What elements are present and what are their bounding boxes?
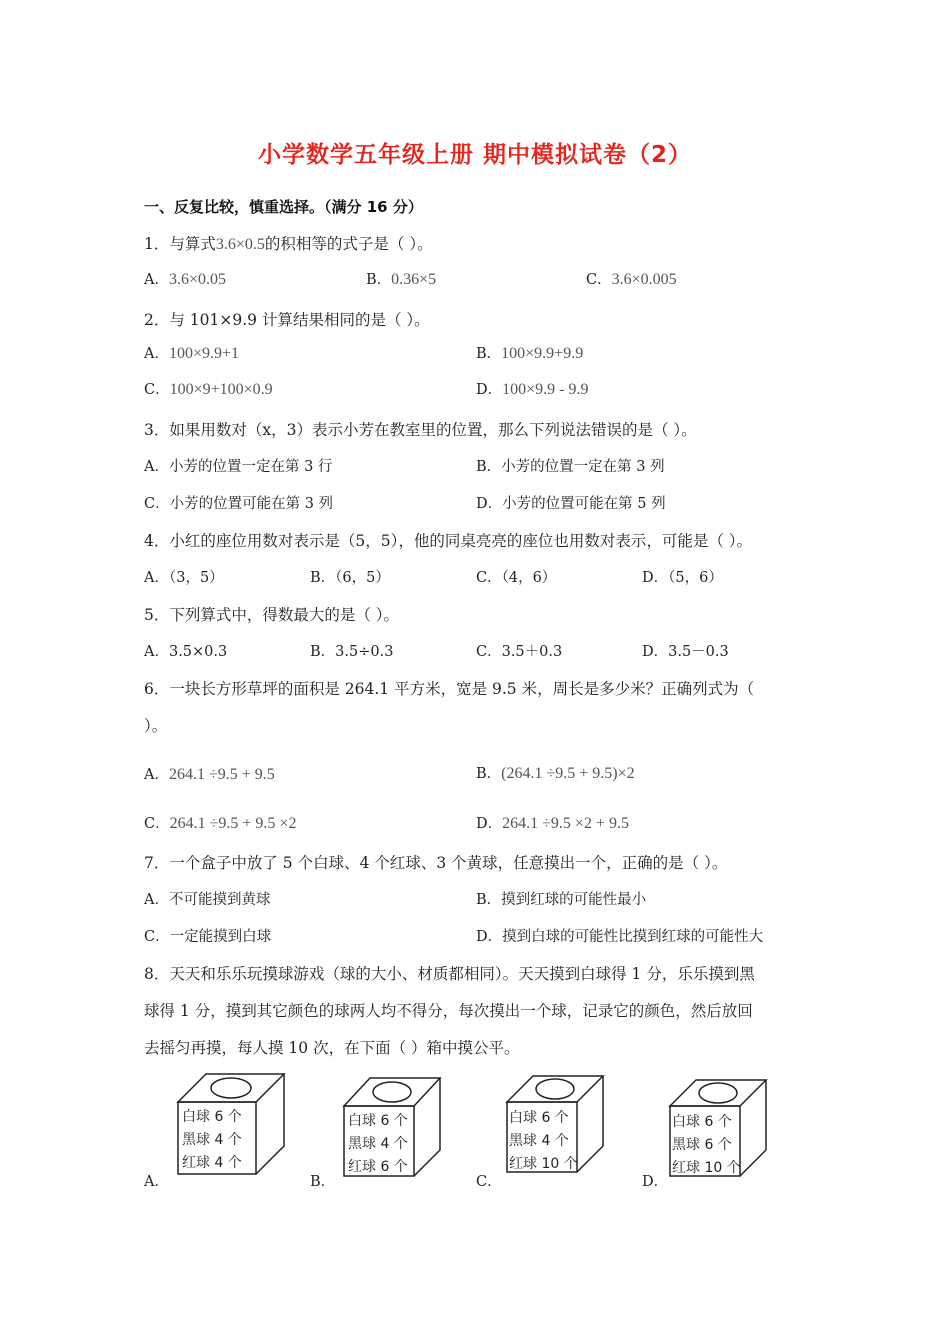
- ball-box-a: [176, 1072, 288, 1176]
- box-a-red: 红球 4 个: [182, 1155, 242, 1171]
- q3-option-a: A．小芳的位置一定在第 3 行: [144, 459, 333, 475]
- q5-option-c: C．3.5＋0.3: [476, 644, 563, 660]
- q6-option-c: C．264.1 ÷9.5 + 9.5 ×2: [144, 815, 297, 832]
- question-8-line-2: 球得 1 分，摸到其它颜色的球两人均不得分，每次摸出一个球，记录它的颜色，然后放回: [144, 1002, 753, 1020]
- q7-option-a: A．不可能摸到黄球: [144, 892, 271, 908]
- q7-option-d: D．摸到白球的可能性比摸到红球的可能性大: [476, 929, 764, 945]
- question-6-line-1: 6．一块长方形草坪的面积是 264.1 平方米，宽是 9.5 米，周长是多少米？正确列式为（: [144, 680, 755, 698]
- q5-option-b: B．3.5÷0.3: [310, 644, 394, 660]
- box-b-red: 红球 6 个: [348, 1159, 408, 1175]
- q1-expression: 3.6×0.5: [215, 236, 265, 253]
- q8-option-d-letter: D．: [642, 1174, 669, 1190]
- box-b-white: 白球 6 个: [348, 1113, 408, 1129]
- q8-option-a-letter: A．: [144, 1174, 169, 1190]
- ball-box-d: [668, 1078, 770, 1178]
- q1-option-c: C．3.6×0.005: [586, 271, 677, 288]
- box-d-red: 红球 10 个: [672, 1160, 741, 1176]
- q2-option-a: A．100×9.9+1: [144, 345, 240, 362]
- ball-box-b: [342, 1076, 444, 1178]
- q4-option-b: B．（6，5）: [310, 570, 390, 586]
- q4-option-a: A．（3，5）: [144, 570, 224, 586]
- q5-option-d: D．3.5－0.3: [642, 644, 729, 660]
- q3-option-c: C．小芳的位置可能在第 3 列: [144, 496, 334, 512]
- q4-option-d: D．（5，6）: [642, 570, 723, 586]
- q1-prefix: 1．与算式: [144, 235, 216, 253]
- box-c-red: 红球 10 个: [509, 1156, 578, 1172]
- question-3: 3．如果用数对（x，3）表示小芳在教室里的位置，那么下列说法错误的是（ ）。: [144, 421, 697, 439]
- box-c-white: 白球 6 个: [509, 1110, 569, 1126]
- q2-option-b: B．100×9.9+9.9: [476, 345, 584, 362]
- page-title: 小学数学五年级上册 期中模拟试卷（2）: [257, 142, 692, 168]
- box-b-black: 黑球 4 个: [348, 1136, 408, 1152]
- q6-option-b: B．(264.1 ÷9.5 + 9.5)×2: [476, 765, 635, 782]
- q7-option-c: C．一定能摸到白球: [144, 929, 272, 945]
- q6-option-d: D．264.1 ÷9.5 ×2 + 9.5: [476, 815, 629, 832]
- q7-option-b: B．摸到红球的可能性最小: [476, 892, 647, 908]
- q1-option-a: A．3.6×0.05: [144, 271, 227, 288]
- question-1: [144, 232, 433, 254]
- question-4: 4．小红的座位用数对表示是（5，5），他的同桌亮亮的座位也用数对表示，可能是（ ）。: [144, 532, 753, 550]
- q1-option-b: B．0.36×5: [366, 271, 437, 288]
- q6-option-a: A．264.1 ÷9.5 + 9.5: [144, 766, 275, 783]
- box-d-white: 白球 6 个: [672, 1114, 732, 1130]
- question-8-line-3: 去摇匀再摸，每人摸 10 次，在下面（ ）箱中摸公平。: [144, 1039, 520, 1057]
- question-8-line-1: 8．天天和乐乐玩摸球游戏（球的大小、材质都相同）。天天摸到白球得 1 分，乐乐摸到黑: [144, 965, 755, 983]
- q8-option-b-letter: B．: [310, 1174, 336, 1190]
- q4-option-c: C．（4，6）: [476, 570, 557, 586]
- q3-option-d: D．小芳的位置可能在第 5 列: [476, 496, 666, 512]
- box-c-black: 黑球 4 个: [509, 1133, 569, 1149]
- q3-option-b: B．小芳的位置一定在第 3 列: [476, 459, 665, 475]
- q2-option-d: D．100×9.9 - 9.9: [476, 381, 589, 398]
- box-a-white: 白球 6 个: [182, 1109, 242, 1125]
- question-7: 7．一个盒子中放了 5 个白球、4 个红球、3 个黄球，任意摸出一个，正确的是（ ）。: [144, 854, 728, 872]
- question-5: 5．下列算式中，得数最大的是（ ）。: [144, 606, 400, 624]
- section-heading: 一、反复比较，慎重选择。（满分 16 分）: [144, 198, 423, 216]
- q8-option-c-letter: C．: [476, 1174, 502, 1190]
- box-a-black: 黑球 4 个: [182, 1132, 242, 1148]
- q5-option-a: A．3.5×0.3: [144, 644, 228, 660]
- q1-suffix: 的积相等的式子是（ ）。: [264, 235, 433, 253]
- box-d-black: 黑球 6 个: [672, 1137, 732, 1153]
- ball-box-c: [505, 1074, 607, 1174]
- question-2: 2．与 101×9.9 计算结果相同的是（ ）。: [144, 311, 430, 329]
- question-6-line-2: ）。: [144, 717, 168, 735]
- q2-option-c: C．100×9+100×0.9: [144, 381, 273, 398]
